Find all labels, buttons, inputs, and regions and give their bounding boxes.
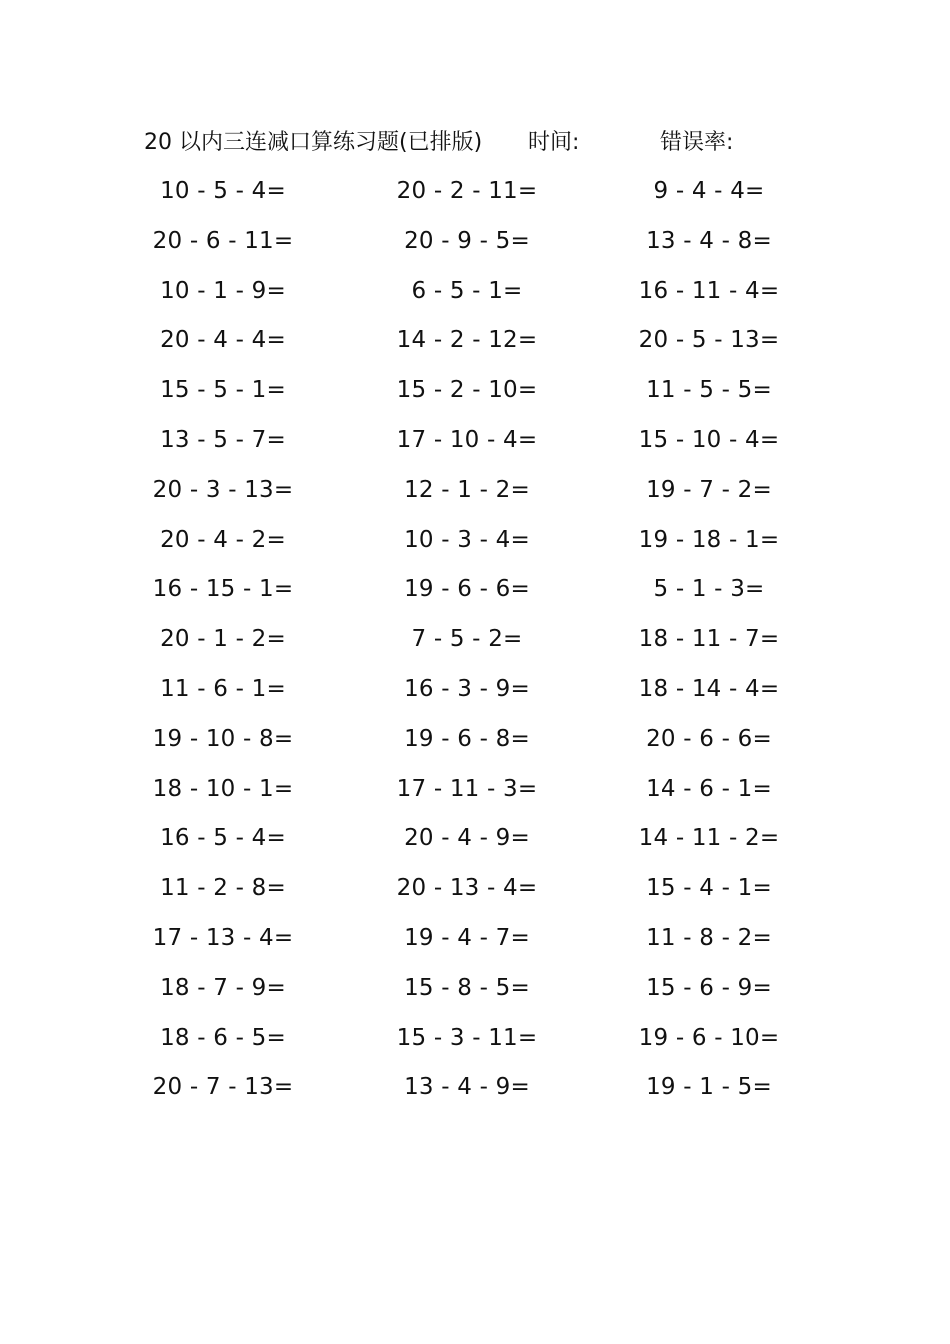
problem-item: 19 - 4 - 7= xyxy=(404,924,530,951)
problem-item: 15 - 6 - 9= xyxy=(646,974,772,1001)
problem-item: 19 - 10 - 8= xyxy=(152,725,294,752)
problem-row xyxy=(0,569,950,619)
problem-item: 15 - 8 - 5= xyxy=(404,974,530,1001)
problem-item: 11 - 2 - 8= xyxy=(160,875,286,902)
problem-item: 19 - 6 - 8= xyxy=(404,725,530,752)
problem-item: 18 - 11 - 7= xyxy=(638,626,780,653)
problem-row xyxy=(0,1067,950,1117)
problem-row xyxy=(0,420,950,470)
problem-row xyxy=(0,520,950,570)
problem-item: 17 - 13 - 4= xyxy=(152,924,294,951)
problem-item: 15 - 5 - 1= xyxy=(160,377,286,404)
problem-item: 20 - 9 - 5= xyxy=(404,227,530,254)
problem-row xyxy=(0,370,950,420)
problem-item: 20 - 6 - 6= xyxy=(646,725,772,752)
problem-row xyxy=(0,669,950,719)
worksheet-header xyxy=(0,126,950,160)
problem-item: 20 - 13 - 4= xyxy=(396,875,538,902)
problem-item: 16 - 3 - 9= xyxy=(404,675,530,702)
problem-item: 16 - 15 - 1= xyxy=(152,576,294,603)
problem-item: 5 - 1 - 3= xyxy=(653,576,765,603)
error-rate-label: 错误率: xyxy=(660,130,734,155)
problem-item: 20 - 6 - 11= xyxy=(152,227,294,254)
problem-item: 18 - 6 - 5= xyxy=(160,1024,286,1051)
problem-item: 19 - 6 - 6= xyxy=(404,576,530,603)
problem-item: 14 - 6 - 1= xyxy=(646,775,772,802)
problem-item: 15 - 4 - 1= xyxy=(646,875,772,902)
problem-item: 11 - 6 - 1= xyxy=(160,675,286,702)
problem-item: 15 - 3 - 11= xyxy=(396,1024,538,1051)
problem-row xyxy=(0,320,950,370)
problem-item: 10 - 1 - 9= xyxy=(160,277,286,304)
problem-item: 10 - 3 - 4= xyxy=(404,526,530,553)
problem-row xyxy=(0,1018,950,1068)
problem-item: 10 - 5 - 4= xyxy=(160,178,286,204)
problem-row xyxy=(0,968,950,1018)
problem-item: 18 - 10 - 1= xyxy=(152,775,294,802)
problem-grid xyxy=(0,171,950,1117)
problem-item: 17 - 11 - 3= xyxy=(396,775,538,802)
problem-item: 20 - 2 - 11= xyxy=(396,178,538,204)
problem-row xyxy=(0,221,950,271)
time-label: 时间: xyxy=(528,130,580,155)
problem-item: 17 - 10 - 4= xyxy=(396,426,538,453)
problem-item: 20 - 4 - 4= xyxy=(160,327,286,354)
problem-item: 16 - 11 - 4= xyxy=(638,277,780,304)
problem-item: 20 - 4 - 2= xyxy=(160,526,286,553)
problem-item: 20 - 7 - 13= xyxy=(152,1074,294,1101)
problem-item: 13 - 5 - 7= xyxy=(160,426,286,453)
problem-item: 12 - 1 - 2= xyxy=(404,476,530,503)
problem-row xyxy=(0,719,950,769)
problem-item: 7 - 5 - 2= xyxy=(411,626,523,653)
problem-item: 20 - 4 - 9= xyxy=(404,825,530,852)
problem-item: 9 - 4 - 4= xyxy=(653,178,765,204)
problem-item: 20 - 5 - 13= xyxy=(638,327,780,354)
problem-item: 13 - 4 - 9= xyxy=(404,1074,530,1101)
problem-item: 19 - 18 - 1= xyxy=(638,526,780,553)
problem-row xyxy=(0,470,950,520)
worksheet-title: 20 以内三连减口算练习题(已排版) xyxy=(144,130,483,155)
problem-row xyxy=(0,818,950,868)
problem-item: 19 - 1 - 5= xyxy=(646,1074,772,1101)
problem-item: 19 - 7 - 2= xyxy=(646,476,772,503)
problem-item: 6 - 5 - 1= xyxy=(411,277,523,304)
problem-item: 18 - 14 - 4= xyxy=(638,675,780,702)
problem-row xyxy=(0,769,950,819)
problem-row xyxy=(0,619,950,669)
problem-item: 20 - 1 - 2= xyxy=(160,626,286,653)
problem-item: 11 - 8 - 2= xyxy=(646,924,772,951)
problem-row xyxy=(0,271,950,321)
problem-item: 11 - 5 - 5= xyxy=(646,377,772,404)
problem-item: 18 - 7 - 9= xyxy=(160,974,286,1001)
problem-item: 13 - 4 - 8= xyxy=(646,227,772,254)
problem-item: 20 - 3 - 13= xyxy=(152,476,294,503)
problem-row xyxy=(0,918,950,968)
problem-item: 19 - 6 - 10= xyxy=(638,1024,780,1051)
problem-row xyxy=(0,171,950,221)
problem-item: 15 - 10 - 4= xyxy=(638,426,780,453)
problem-row xyxy=(0,868,950,918)
problem-item: 14 - 2 - 12= xyxy=(396,327,538,354)
problem-item: 16 - 5 - 4= xyxy=(160,825,286,852)
problem-item: 15 - 2 - 10= xyxy=(396,377,538,404)
problem-item: 14 - 11 - 2= xyxy=(638,825,780,852)
